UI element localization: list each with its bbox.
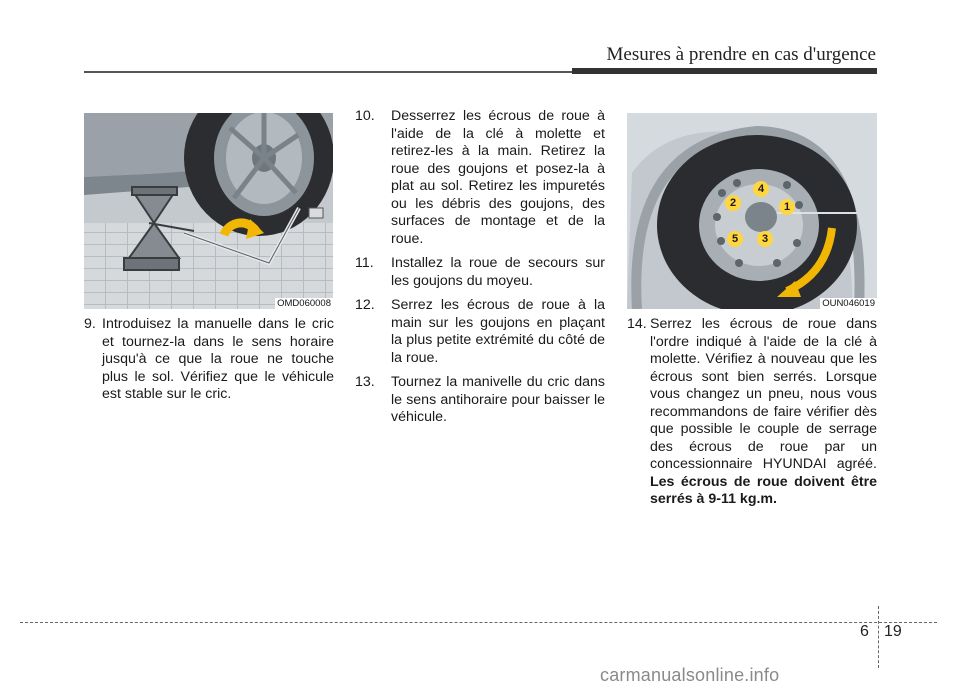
header-rule-accent <box>572 68 877 74</box>
step-14 <box>627 316 877 509</box>
step-text <box>650 316 877 509</box>
chapter-number: 6 <box>860 623 869 640</box>
column-middle <box>355 108 605 434</box>
figure-code: OMD060008 <box>277 298 331 309</box>
page-header-title: Mesures à prendre en cas d'urgence <box>606 44 876 65</box>
lug-label-3: 3 <box>757 231 773 247</box>
step-9 <box>84 316 334 404</box>
header-rule <box>84 71 574 73</box>
step-text: Desserrez les écrous de roue à l'aide de la clé à molette et retirez-les à la main. Retirez la roue des goujons et posez-la à plat au sol. Retirez les impuretés ou les débris des goujons, des surfaces de montage et de la roue. <box>391 108 605 247</box>
step-12: 12. Serrez les écrous de roue à la main sur les goujons en plaçant la plus petite extrémité du côté de la roue. <box>355 297 605 366</box>
figure-code: OUN046019 <box>822 298 875 309</box>
step-13: 13. Tournez la manivelle du cric dans le sens antihoraire pour baisser le véhicule. <box>355 374 605 425</box>
column-left <box>84 316 334 411</box>
watermark: carmanualsonline.info <box>600 665 780 685</box>
column-right <box>627 316 877 516</box>
step-number: 14. <box>627 316 647 332</box>
step-text: Serrez les écrous de roue à la main sur les goujons en plaçant la plus petite extrémité du côté de la roue. <box>391 297 605 366</box>
torque-warning: Les écrous de roue doivent être serrés à 9-11 kg.m. <box>650 473 877 507</box>
lug-label-5: 5 <box>727 231 743 247</box>
step-text: Installez la roue de secours sur les goujons du moyeu. <box>391 255 605 289</box>
step-10: 10. Desserrez les écrous de roue à l'aide de la clé à molette et retirez-les à la main. Retirez la roue des goujons et posez-la à plat au sol. Retirez les impuretés ou les débris des goujons, des surfaces de montage et de la roue. <box>355 108 605 247</box>
step-body: Serrez les écrous de roue dans l'ordre indiqué à l'aide de la clé à molette. Vérifiez à nouveau que les écrous sont bien serrés. Lorsque vous changez un pneu, nous vous recommandons de faire vérifier dès que possible le couple de serrage des écrous de roue par un concessionnaire HYUNDAI agréé. <box>650 316 877 472</box>
lug-label-2: 2 <box>725 195 741 211</box>
step-number: 9. <box>84 316 96 332</box>
step-text: Tournez la manivelle du cric dans le sens antihoraire pour baisser le véhicule. <box>391 374 605 425</box>
lug-label-4: 4 <box>753 181 769 197</box>
lug-nut-order-illustration <box>627 113 877 309</box>
step-11: 11. Installez la roue de secours sur les goujons du moyeu. <box>355 255 605 289</box>
footer-divider <box>878 606 879 668</box>
jack-illustration <box>84 113 333 309</box>
lug-label-1: 1 <box>779 199 795 215</box>
wheel-drawing <box>627 113 877 309</box>
step-text: Introduisez la manuelle dans le cric et tournez-la dans le sens horaire jusqu'à ce que la roue ne touche plus le sol. Vérifiez que le véhicule est stable sur le cric. <box>102 316 334 402</box>
footer-rule <box>20 622 937 623</box>
jack-drawing <box>84 113 333 309</box>
page-number: 19 <box>884 623 902 640</box>
